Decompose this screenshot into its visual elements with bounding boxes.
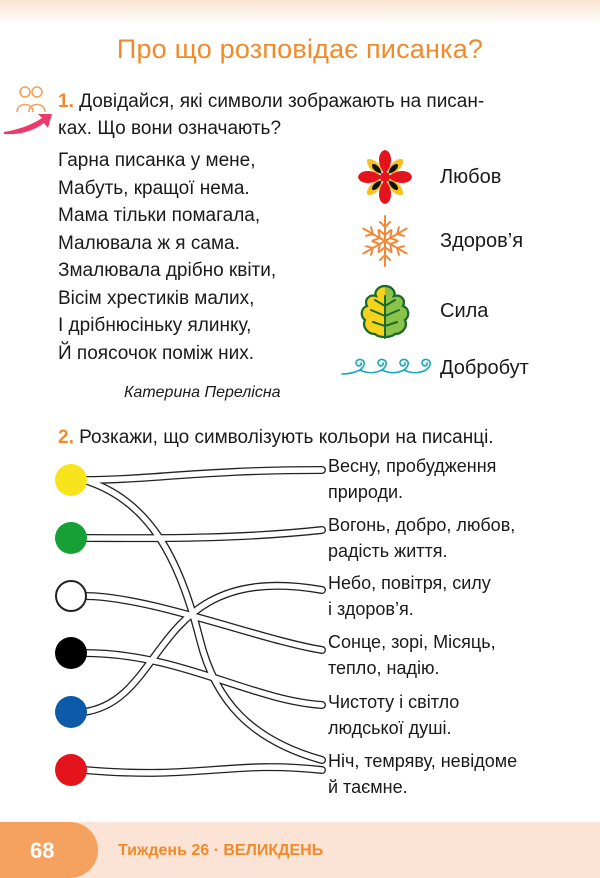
task2-text: Розкажи, що символізують кольори на писанці. (79, 427, 494, 448)
poem-line: Гарна писанка у мене, (58, 150, 256, 171)
poem (58, 147, 276, 367)
snowflake-icon (358, 214, 412, 268)
poem-line: Й поясочок поміж них. (58, 342, 255, 364)
footer (0, 822, 600, 878)
page-number-tab (0, 822, 98, 878)
answer-4[interactable] (328, 629, 496, 681)
symbol-label-prosperity: Добробут (440, 357, 529, 379)
poem-line: І дрібнюсіньку ялинку, (58, 315, 252, 336)
poem-author: Катерина Перелісна (124, 384, 281, 401)
answer-line: Ніч, темряву, невідоме (328, 751, 518, 771)
leaf-icon (358, 282, 412, 340)
symbol-label-health: Здоров’я (440, 230, 524, 252)
poem-line: Змалювала дрібно квіти, (58, 260, 277, 281)
flower-icon (356, 148, 414, 206)
color-dot-white[interactable] (55, 580, 87, 612)
task1-number: 1. (58, 91, 74, 112)
task1 (58, 88, 484, 115)
task1-line2: ках. Що вони означають? (58, 118, 282, 139)
answer-line: Небо, повітря, силу (328, 573, 491, 593)
tangled-paths (0, 450, 340, 820)
poem-line: Мама тільки помагала, (58, 205, 261, 226)
symbol-label-love: Любов (440, 166, 502, 188)
answer-line: Весну, пробудження (328, 456, 497, 476)
arrow-icon (2, 110, 54, 136)
task2-number: 2. (58, 427, 74, 448)
answer-6[interactable] (328, 748, 517, 800)
color-dot-yellow[interactable] (55, 464, 87, 496)
answer-line: Чистоту і світло (328, 692, 460, 712)
symbol-label-strength: Сила (440, 300, 489, 322)
answer-line: природи. (328, 482, 403, 502)
answer-5[interactable] (328, 689, 459, 741)
poem-line: Малювала ж я сама. (58, 232, 240, 254)
color-dot-red[interactable] (55, 754, 87, 786)
page-title: Про що розповідає писанка? (116, 34, 484, 64)
footer-section-title: Тиждень 26 · ВЕЛИКДЕНЬ (118, 842, 324, 859)
color-dot-green[interactable] (55, 522, 87, 554)
answer-1[interactable] (328, 453, 496, 505)
answer-line: Вогонь, добро, любов, (328, 515, 516, 535)
poem-line: Вісім хрестиків малих, (58, 287, 255, 309)
answer-3[interactable] (328, 570, 491, 622)
answer-line: людської душі. (328, 718, 452, 738)
task1-line1: Довідайся, які символи зображають на писан- (79, 91, 485, 112)
task2 (58, 424, 494, 451)
answer-line: тепло, надію. (328, 658, 440, 678)
top-band (0, 0, 600, 24)
path-fills (84, 470, 322, 773)
answer-line: радість життя. (328, 541, 448, 561)
answer-line: й таємне. (328, 777, 408, 797)
wave-icon (340, 356, 434, 380)
answer-line: Сонце, зорі, Місяць, (328, 632, 496, 652)
color-dot-black[interactable] (55, 637, 87, 669)
color-dot-blue[interactable] (55, 696, 87, 728)
answer-line: і здоров’я. (328, 599, 414, 619)
poem-line: Мабуть, кращої нема. (58, 177, 250, 199)
answer-2[interactable] (328, 512, 515, 564)
page-number: 68 (30, 838, 55, 863)
